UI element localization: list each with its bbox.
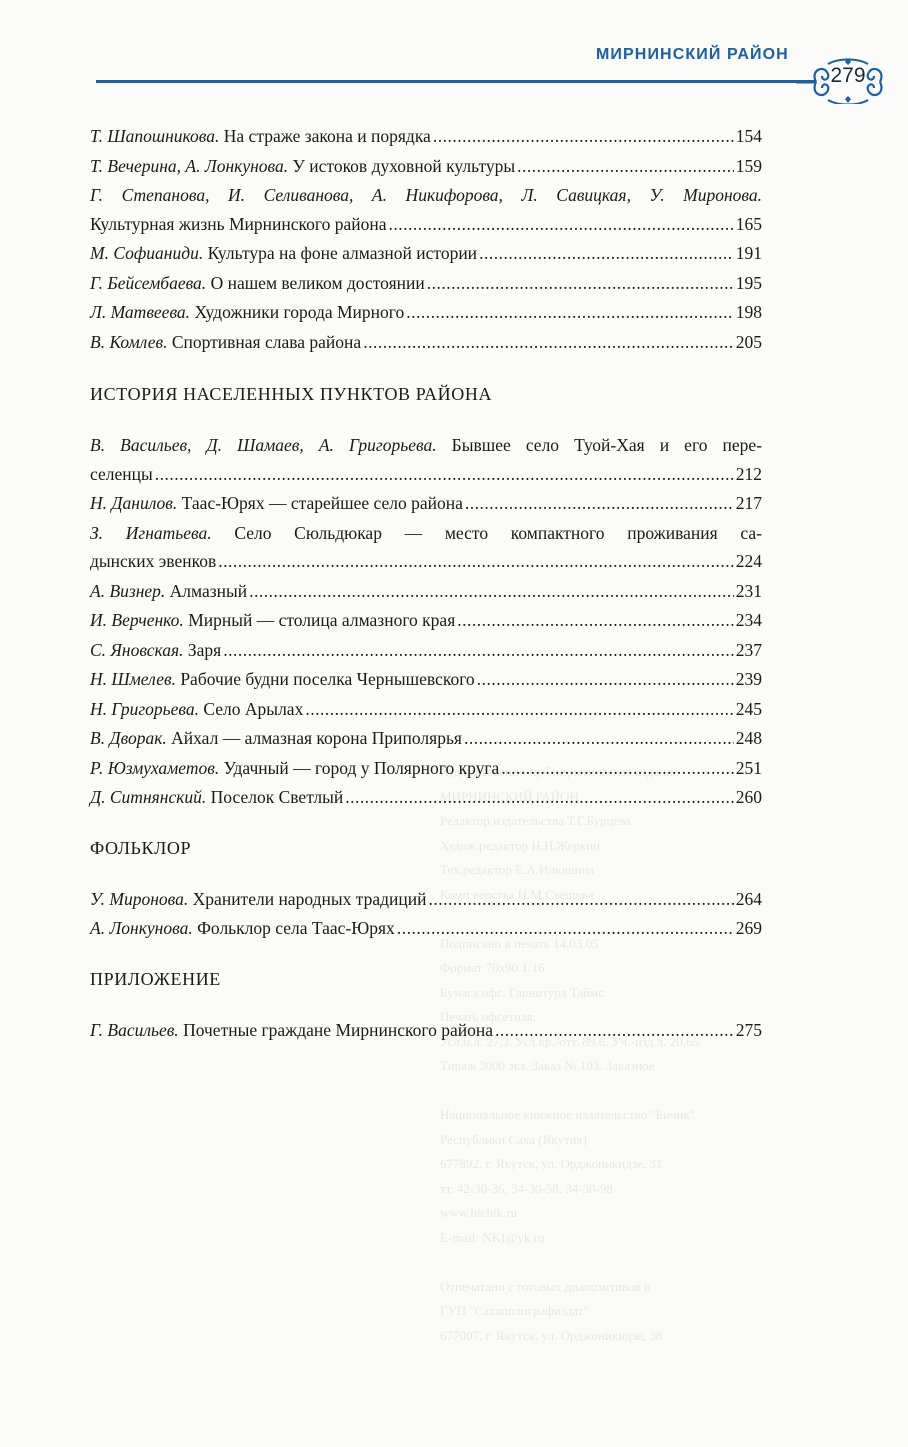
toc-author: М. Софианиди. xyxy=(90,243,204,263)
bleed-through-text: Художественно-публицистическое издание МИРНИНСКИЙ РАЙОН Редактор издательства Т.Г.Бурцева Худож.редактор Н.Н.Жеркин Тех.редактор Е.А.Илюшина Комп.верстка Н.М.Свешова Подписано в печать 14.03.05. Формат 70х90 1/16. Бумага офс. Гарнитура Таймс Печать офсетная. Усл.п.л. 27,3. Усл.кр.-отт. 89,6. Уч.-изд.л. 20,65. Тираж 3000 экз. Заказ № 103. Заказное. Национальное книжное издательство "Бичик" Республики Саха (Якутия) 677892, г. Якутск, ул. Орджоникидзе, 31 тт. 42-30-36, 34-30-58, 34-30-98 www.bichik.ru E-mail: NKI@yk.ru Отпечатано с готовых диапозитивов в ГУП "Сахаполиграфиздат" 677007, г. Якутск, ул. Орджоникидзе, 38 xyxy=(440,764,703,1343)
toc-title: Культура на фоне алмазной истории xyxy=(207,243,478,263)
toc-entry xyxy=(90,239,762,268)
toc-title: Поселок Светлый xyxy=(210,787,344,807)
toc-author: З. Игнатьева. xyxy=(90,522,212,543)
toc-page: 154 xyxy=(735,126,762,146)
leader-dots xyxy=(406,298,733,327)
leader-dots xyxy=(155,460,734,489)
toc-entry xyxy=(90,577,762,606)
toc-page: 195 xyxy=(735,272,762,293)
leader-dots xyxy=(501,754,733,783)
toc-author: Т. Вечерина, А. Лонкунова. xyxy=(90,155,289,176)
leader-dots xyxy=(457,606,733,635)
toc-author: Н. Шмелев. xyxy=(90,669,176,689)
toc-page: 205 xyxy=(735,331,762,352)
toc-entry xyxy=(90,122,762,151)
toc-title: Почетные граждане Мирнинского района xyxy=(183,1019,493,1040)
toc-author: Н. Данилов. xyxy=(90,493,178,513)
toc-author: Д. Ситнянский. xyxy=(90,787,207,807)
toc-page: 234 xyxy=(735,610,762,630)
toc-author: Г. Степанова, И. Селиванова, А. Никифорова, Л. Савицкая, У. Миронова. xyxy=(90,185,762,205)
toc-entry xyxy=(90,328,762,357)
toc-page: 269 xyxy=(735,918,762,938)
toc-entry xyxy=(90,783,762,812)
toc-page: 224 xyxy=(735,551,762,571)
toc-title-cont: селенцы xyxy=(90,463,153,484)
toc-title: О нашем великом достоянии xyxy=(210,272,425,293)
running-head-title: МИРНИНСКИЙ РАЙОН xyxy=(596,46,789,63)
toc-entry xyxy=(90,724,762,753)
section-heading: ПРИЛОЖЕНИЕ xyxy=(90,968,221,989)
toc-entry xyxy=(90,181,762,238)
leader-dots xyxy=(397,914,734,943)
toc-page: 212 xyxy=(735,463,762,484)
toc-author: В. Комлев. xyxy=(90,331,168,352)
section-heading: ФОЛЬКЛОР xyxy=(90,837,192,858)
toc-author: С. Яновская. xyxy=(90,639,184,660)
toc-title: Художники города Мирного xyxy=(194,302,405,322)
toc-entry xyxy=(90,269,762,298)
toc-page: 245 xyxy=(735,698,762,719)
toc-page: 231 xyxy=(735,580,762,601)
leader-dots xyxy=(495,1016,734,1045)
toc-page: 248 xyxy=(735,728,762,748)
toc-entry xyxy=(90,431,762,488)
section-heading: ИСТОРИЯ НАСЕЛЕННЫХ ПУНКТОВ РАЙОНА xyxy=(90,384,493,404)
toc-author: Г. Бейсембаева. xyxy=(90,272,207,293)
toc-title: Алмазный xyxy=(169,580,248,601)
leader-dots xyxy=(249,577,734,606)
toc-author: Г. Васильев. xyxy=(90,1019,179,1040)
leader-dots xyxy=(465,489,734,518)
toc-entry xyxy=(90,636,762,665)
toc-entry xyxy=(90,298,762,327)
toc-entry xyxy=(90,606,762,635)
toc-entry xyxy=(90,519,762,576)
leader-dots xyxy=(427,269,734,298)
leader-dots xyxy=(223,636,734,665)
toc-title: Хранители народных традиций xyxy=(192,888,427,909)
leader-dots xyxy=(305,695,733,724)
toc-page: 198 xyxy=(735,302,762,322)
leader-dots xyxy=(433,122,734,151)
toc-title: На страже закона и порядка xyxy=(223,126,431,146)
toc-title: Мирный — столица алмазного края xyxy=(188,610,456,630)
toc-author: Р. Юзмухаметов. xyxy=(90,757,220,778)
page-number: 279 xyxy=(830,64,866,87)
toc-author: А. Лонкунова. xyxy=(90,918,193,938)
toc-entry xyxy=(90,885,762,914)
toc-author: Л. Матвеева. xyxy=(90,302,191,322)
toc-title: Фольклор села Таас-Юрях xyxy=(197,918,395,938)
leader-dots xyxy=(517,152,734,181)
toc-title: Удачный — город у Полярного круга xyxy=(223,757,500,778)
toc-author: Т. Шапошникова. xyxy=(90,126,220,146)
leader-dots xyxy=(345,783,733,812)
toc-author: В. Дворак. xyxy=(90,728,167,748)
toc-page: 251 xyxy=(735,757,762,778)
toc-entry xyxy=(90,665,762,694)
leader-dots xyxy=(218,547,734,576)
toc-page: 165 xyxy=(735,213,762,234)
toc-title: Рабочие будни поселка Чернышевского xyxy=(180,669,475,689)
leader-dots xyxy=(479,239,734,268)
toc-page: 275 xyxy=(735,1019,762,1040)
toc-title: Село Арылах xyxy=(203,698,304,719)
toc-page: 264 xyxy=(735,888,762,909)
toc-entry xyxy=(90,914,762,943)
toc-entry xyxy=(90,152,762,181)
toc-entry xyxy=(90,489,762,518)
toc-title: У истоков духовной культуры xyxy=(292,155,516,176)
toc-title-cont: дынских эвенков xyxy=(90,551,217,571)
leader-dots xyxy=(428,885,733,914)
toc-entry xyxy=(90,1016,762,1045)
leader-dots xyxy=(477,665,734,694)
toc-title: Заря xyxy=(187,639,222,660)
toc-author: Н. Григорьева. xyxy=(90,698,200,719)
toc-title: Спортивная слава района xyxy=(171,331,362,352)
toc-entry xyxy=(90,695,762,724)
header-rule xyxy=(96,80,816,83)
leader-dots xyxy=(388,210,733,239)
toc-page: 260 xyxy=(735,787,762,807)
toc-page: 239 xyxy=(735,669,762,689)
toc-page: 191 xyxy=(735,243,762,263)
toc-title: Село Сюльдюкар — место компактного проживания са- xyxy=(234,522,762,543)
toc-author: В. Васильев, Д. Шамаев, А. Григорьева. xyxy=(90,435,437,455)
leader-dots xyxy=(363,328,734,357)
toc-author: И. Верченко. xyxy=(90,610,184,630)
toc-author: А. Визнер. xyxy=(90,580,166,601)
toc-page: 159 xyxy=(735,155,762,176)
table-of-contents xyxy=(90,122,762,1045)
toc-title: Культурная жизнь Мирнинского района xyxy=(90,213,387,234)
leader-dots xyxy=(464,724,734,753)
toc-entry xyxy=(90,754,762,783)
toc-page: 217 xyxy=(735,493,762,513)
toc-title: Бывшее село Туой-Хая и его пере- xyxy=(451,435,762,455)
toc-title: Айхал — алмазная корона Приполярья xyxy=(171,728,462,748)
toc-author: У. Миронова. xyxy=(90,888,189,909)
toc-page: 237 xyxy=(735,639,762,660)
toc-title: Таас-Юрях — старейшее село района xyxy=(181,493,463,513)
